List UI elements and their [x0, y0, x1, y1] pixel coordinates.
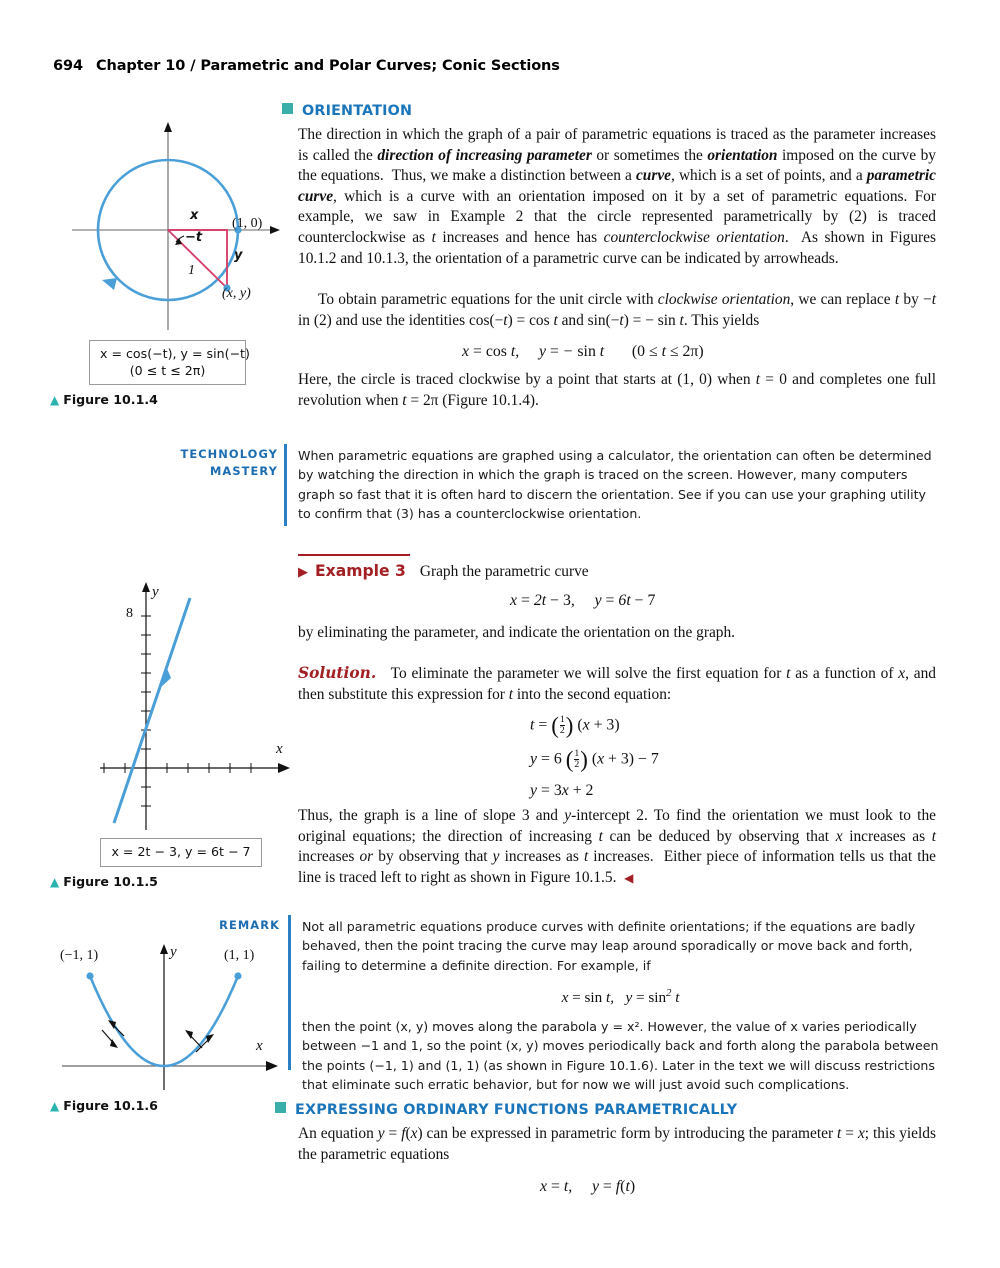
- example-label: Example 3: [315, 562, 406, 580]
- fig-10-1-5-caption: [50, 874, 158, 889]
- fig-label-leg-y: y: [234, 248, 243, 263]
- fig-10-1-6-xlabel: x: [256, 1038, 263, 1054]
- expressing-paragraph-1: An equation y = f(x) can be expressed in parametric form by introducing the parameter t = x; this yields the parametric equations: [298, 1125, 936, 1163]
- solution-step-3: y = 3x + 2: [530, 782, 594, 799]
- section-title-orientation: ORIENTATION: [302, 103, 413, 119]
- fig-10-1-4-eq-line-2: (0 ≤ t ≤ 2π): [129, 362, 206, 378]
- technology-mastery-rule: [284, 444, 287, 526]
- fig-10-1-4-caption: [50, 392, 158, 407]
- caption-triangle-icon: ▲: [50, 1099, 60, 1113]
- orientation-paragraph-2: To obtain parametric equations for the unit circle with clockwise orientation, we can replace t by −t in (2) and use the identities cos(−t) = cos t and sin(−t) = − sin t. This yields: [298, 291, 936, 329]
- fig-10-1-5-ytick-8: 8: [126, 606, 133, 621]
- fig-10-1-5-eq-line-1: x = 2t − 3, y = 6t − 7: [111, 844, 251, 859]
- technology-mastery-text: When parametric equations are graphed using a calculator, the orientation can often be determined by watching the direction in which the graph is traced on the screen. However, many computers graph so fast that it is often hard to discern the orientation. See if you can use your graphing utility to confirm that (3) has a counterclockwise orientation.: [298, 448, 932, 522]
- fig-10-1-6-ylabel: y: [170, 944, 177, 960]
- fig-10-1-5-xlabel: x: [276, 741, 283, 757]
- solution-step-2: y = 6 ( $\frac{1}{2}$ ) (x + 3) − 7: [530, 747, 659, 772]
- fig-label-point-xy: (x, y): [222, 286, 251, 301]
- technology-mastery-label-line-1: TECHNOLOGY: [180, 447, 278, 461]
- section-title-expressing: EXPRESSING ORDINARY FUNCTIONS PARAMETRICALLY: [295, 1102, 738, 1118]
- caption-triangle-icon: ▲: [50, 875, 60, 889]
- orientation-paragraph-3: Here, the circle is traced clockwise by a point that starts at (1, 0) when t = 0 and completes one full revolution when t = 2π (Figure 10.1.4).: [298, 371, 936, 409]
- section-head-orientation: [282, 103, 412, 119]
- chapter-title: Chapter 10 / Parametric and Polar Curves; Conic Sections: [95, 58, 560, 74]
- orientation-paragraph-1: The direction in which the graph of a pair of parametric equations is traced as the parameter increases is called the direction of increasing parameter or sometimes the orientation imposed on the curve by the equations. Thus, we make a distinction between a curve, which is a set of points, and a parametric curve, which is a curve with an orientation imposed on it by a set of parametric equations. For example, we saw in Example 2 that the circle represented parametrically by (2) is traced counterclockwise as t increases and hence has counterclockwise orientation. As shown in Figures 10.1.2 and 10.1.3, the orientation of a parametric curve can be indicated by arrowheads.: [298, 126, 936, 267]
- figure-10-1-4: [72, 118, 282, 338]
- fig-10-1-4-eq-line-1: x = cos(−t), y = sin(−t): [100, 346, 250, 361]
- fig-10-1-5-ylabel: y: [152, 584, 159, 600]
- fig-label-leg-x: x: [190, 208, 199, 223]
- section-marker-icon: [282, 103, 293, 114]
- fig-10-1-6-endpoint-right: (1, 1): [224, 948, 255, 963]
- example-instruction: by eliminating the parameter, and indicate the orientation on the graph.: [298, 624, 736, 641]
- technology-mastery-label-line-2: MASTERY: [209, 464, 278, 478]
- example-equation: x = 2t − 3, y = 6t − 7: [510, 592, 656, 609]
- remark-text-2: then the point (x, y) moves along the parabola y = x². However, the value of x varies periodically between −1 and 1, so the point (x, y) moves periodically back and forth along the parabola between the points (−1, 1) and (1, 1) (as shown in Figure 10.1.6). Later in the text we will discuss restrictions that eliminate such erratic behavior, but for now we will just avoid such complications.: [302, 1018, 939, 1092]
- example-conclusion: Thus, the graph is a line of slope 3 and y-intercept 2. To find the orientation we must look to the original equations; the direction of increasing t can be deduced by observing that x increases as t increases or by observing that y increases as t increases. Either piece of information tells us that the line is traced left to right as shown in Figure 10.1.5. ◀: [298, 807, 937, 886]
- figure-10-1-5: [100, 578, 300, 833]
- example-triangle-icon: ▶: [298, 565, 308, 580]
- remark-rule: [288, 915, 291, 1070]
- caption-triangle-icon: ▲: [50, 393, 60, 407]
- orientation-display-equation: x = cos t, y = − sin t (0 ≤ t ≤ 2π): [462, 343, 704, 360]
- fig-label-radius-1: 1: [188, 263, 195, 278]
- figure-10-1-6: [48, 938, 288, 1093]
- fig-10-1-4-equation-box: [89, 340, 250, 385]
- solution-label: Solution.: [298, 664, 377, 682]
- example-lead-in: Graph the parametric curve: [419, 563, 589, 580]
- fig-10-1-4-caption-text: Figure 10.1.4: [63, 392, 158, 407]
- fig-10-1-5-caption-text: Figure 10.1.5: [63, 874, 158, 889]
- fig-label-angle-minus-t: −t: [185, 230, 203, 245]
- remark-equation: x = sin t, $y = \sin^2 t$: [561, 988, 680, 1007]
- running-head: [53, 58, 560, 74]
- page-number: 694: [53, 58, 83, 74]
- example-top-rule: [298, 554, 410, 556]
- remark-text-1: Not all parametric equations produce curves with definite orientations; if the equations are badly behaved, then the point tracing the curve may leap around sporadically or move back and forth, failing to determine a definite direction. For example, if: [302, 919, 916, 973]
- section-head-expressing-ordinary-functions: [275, 1102, 737, 1118]
- example-end-mark: ◀: [624, 870, 634, 885]
- example-heading: [298, 562, 589, 581]
- fig-10-1-5-equation-box: [100, 838, 262, 867]
- fig-10-1-6-caption-text: Figure 10.1.6: [63, 1098, 158, 1113]
- solution-step-1: t = ( $\frac{1}{2}$ ) (x + 3): [530, 713, 620, 738]
- remark-text-block: [302, 917, 939, 1094]
- remark-label: REMARK: [219, 918, 280, 932]
- section-marker-icon: [275, 1102, 286, 1113]
- technology-mastery-label: [180, 446, 278, 480]
- fig-10-1-6-caption: [50, 1098, 158, 1113]
- example-solution-paragraph: Solution. To eliminate the parameter we will solve the first equation for t as a function of x, and then substitute this expression for t into the second equation:: [298, 664, 936, 703]
- fig-label-point-1-0: (1, 0): [232, 216, 263, 231]
- fig-10-1-6-endpoint-left: (−1, 1): [60, 948, 99, 963]
- expressing-display-equation: x = t, y = f(t): [540, 1178, 636, 1195]
